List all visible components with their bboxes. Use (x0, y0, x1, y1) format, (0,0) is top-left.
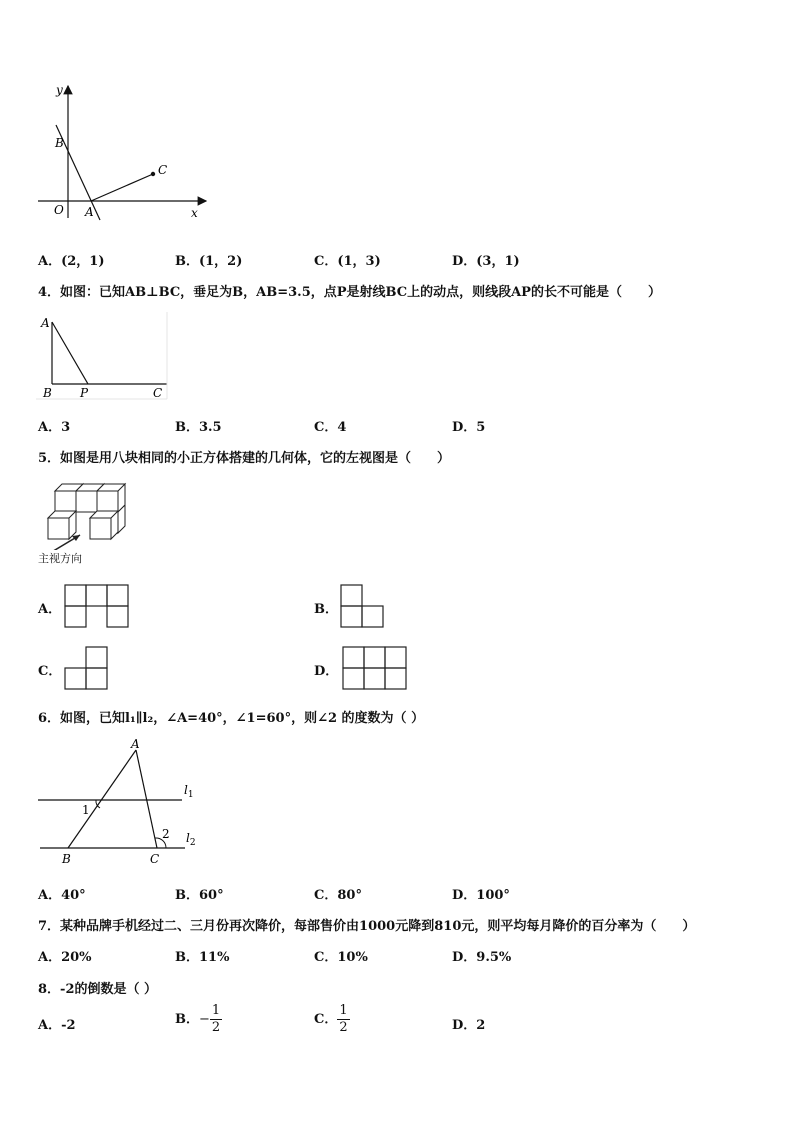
q6-label-b: B (62, 852, 71, 866)
q5-option-b-view[interactable] (340, 584, 388, 630)
q5-arrow-head (72, 535, 80, 541)
q3-label-c: C (158, 163, 168, 177)
q4-option-b[interactable]: B．3.5 (175, 420, 222, 435)
q3-label-x: x (191, 206, 198, 220)
q5-back-cube-3 (97, 484, 125, 512)
q6-label-l2: $l_2$ (186, 831, 196, 848)
q3-option-a[interactable]: A．(2，1) (38, 254, 105, 269)
q4-label-p: P (80, 386, 89, 400)
q6-label-angle-2: 2 (162, 827, 170, 841)
q7-option-d[interactable]: D．9.5% (452, 950, 512, 965)
q3-label-y: y (56, 83, 63, 97)
q3-coordinate-figure (30, 80, 215, 225)
q6-label-l1: $l_1$ (184, 783, 194, 800)
q5-option-c-view[interactable] (64, 646, 112, 692)
q4-option-a[interactable]: A．3 (38, 420, 71, 435)
q4-triangle-figure (36, 312, 172, 402)
q5-front-cube-2 (90, 511, 118, 539)
q6-option-d[interactable]: D．100° (452, 888, 510, 903)
q5-option-d-label[interactable]: D． (314, 664, 339, 679)
q3-label-b: B (55, 136, 64, 150)
q6-question-text: 6．如图，已知l₁∥l₂，∠A=40°，∠1=60°，则∠2 的度数为（ ） (38, 711, 425, 726)
q8-option-c-fraction (337, 1003, 349, 1036)
q8-option-a[interactable]: A．-2 (38, 1018, 76, 1033)
q5-cube-figure (36, 478, 136, 550)
q8-option-b[interactable] (175, 1003, 222, 1036)
q4-question-text: 4．如图：已知AB⊥BC，垂足为B，AB=3.5，点P是射线BC上的动点，则线段AP的长不可能是（ ） (38, 285, 661, 300)
q3-option-c[interactable]: C．(1，3) (314, 254, 381, 269)
q8-option-b-fraction (210, 1003, 222, 1036)
q4-label-b: B (43, 386, 52, 400)
q5-option-b-label[interactable]: B． (314, 602, 338, 617)
q6-segment-ac (136, 750, 157, 848)
q8-option-c[interactable] (314, 1003, 350, 1036)
q6-label-c: C (150, 852, 160, 866)
q4-label-c: C (153, 386, 163, 400)
q8-option-b-sign: − (199, 1012, 210, 1027)
q7-option-b[interactable]: B．11% (175, 950, 230, 965)
q3-label-o: O (54, 203, 64, 217)
q6-parallel-lines-figure (36, 736, 206, 868)
q3-segment-ac (91, 174, 153, 201)
q4-label-a: A (41, 316, 50, 330)
q8-option-c-label: C． (314, 1012, 338, 1027)
q5-figure-caption: 主视方向 (38, 552, 82, 565)
q8-option-c-denominator: 2 (339, 1020, 348, 1035)
q3-label-a: A (85, 205, 94, 219)
q6-option-a[interactable]: A．40° (38, 888, 86, 903)
q7-option-a[interactable]: A．20% (38, 950, 92, 965)
q8-option-b-numerator: 1 (211, 1003, 221, 1018)
q4-segment-ap (52, 322, 88, 384)
q8-option-b-label: B． (175, 1012, 199, 1027)
q5-option-d-view[interactable] (342, 646, 410, 692)
q6-option-c[interactable]: C．80° (314, 888, 362, 903)
q3-option-d[interactable]: D．(3，1) (452, 254, 520, 269)
q4-option-d[interactable]: D．5 (452, 420, 486, 435)
q5-option-c-label[interactable]: C． (38, 664, 62, 679)
q3-option-b[interactable]: B．(1，2) (175, 254, 243, 269)
q5-option-a-view[interactable] (64, 584, 132, 630)
q8-option-c-numerator: 1 (339, 1003, 348, 1018)
q7-option-c[interactable]: C．10% (314, 950, 368, 965)
q4-option-c[interactable]: C．4 (314, 420, 347, 435)
q8-option-d[interactable]: D．2 (452, 1018, 486, 1033)
q5-question-text: 5．如图是用八块相同的小正方体搭建的几何体，它的左视图是（ ） (38, 451, 451, 466)
q5-option-a-label[interactable]: A． (38, 602, 62, 617)
q7-question-text: 7．某种品牌手机经过二、三月份再次降价，每部售价由1000元降到810元，则平均每月降价的百分率为（ ） (38, 919, 696, 934)
q3-point-c (151, 172, 155, 176)
q5-front-cube-1 (48, 511, 76, 539)
q8-option-b-denominator: 2 (211, 1020, 221, 1035)
q6-label-angle-1: 1 (82, 803, 90, 817)
q6-segment-ab (68, 750, 136, 848)
q8-question-text: 8．-2的倒数是（ ） (38, 982, 158, 997)
q6-label-a: A (131, 737, 140, 751)
q6-option-b[interactable]: B．60° (175, 888, 224, 903)
